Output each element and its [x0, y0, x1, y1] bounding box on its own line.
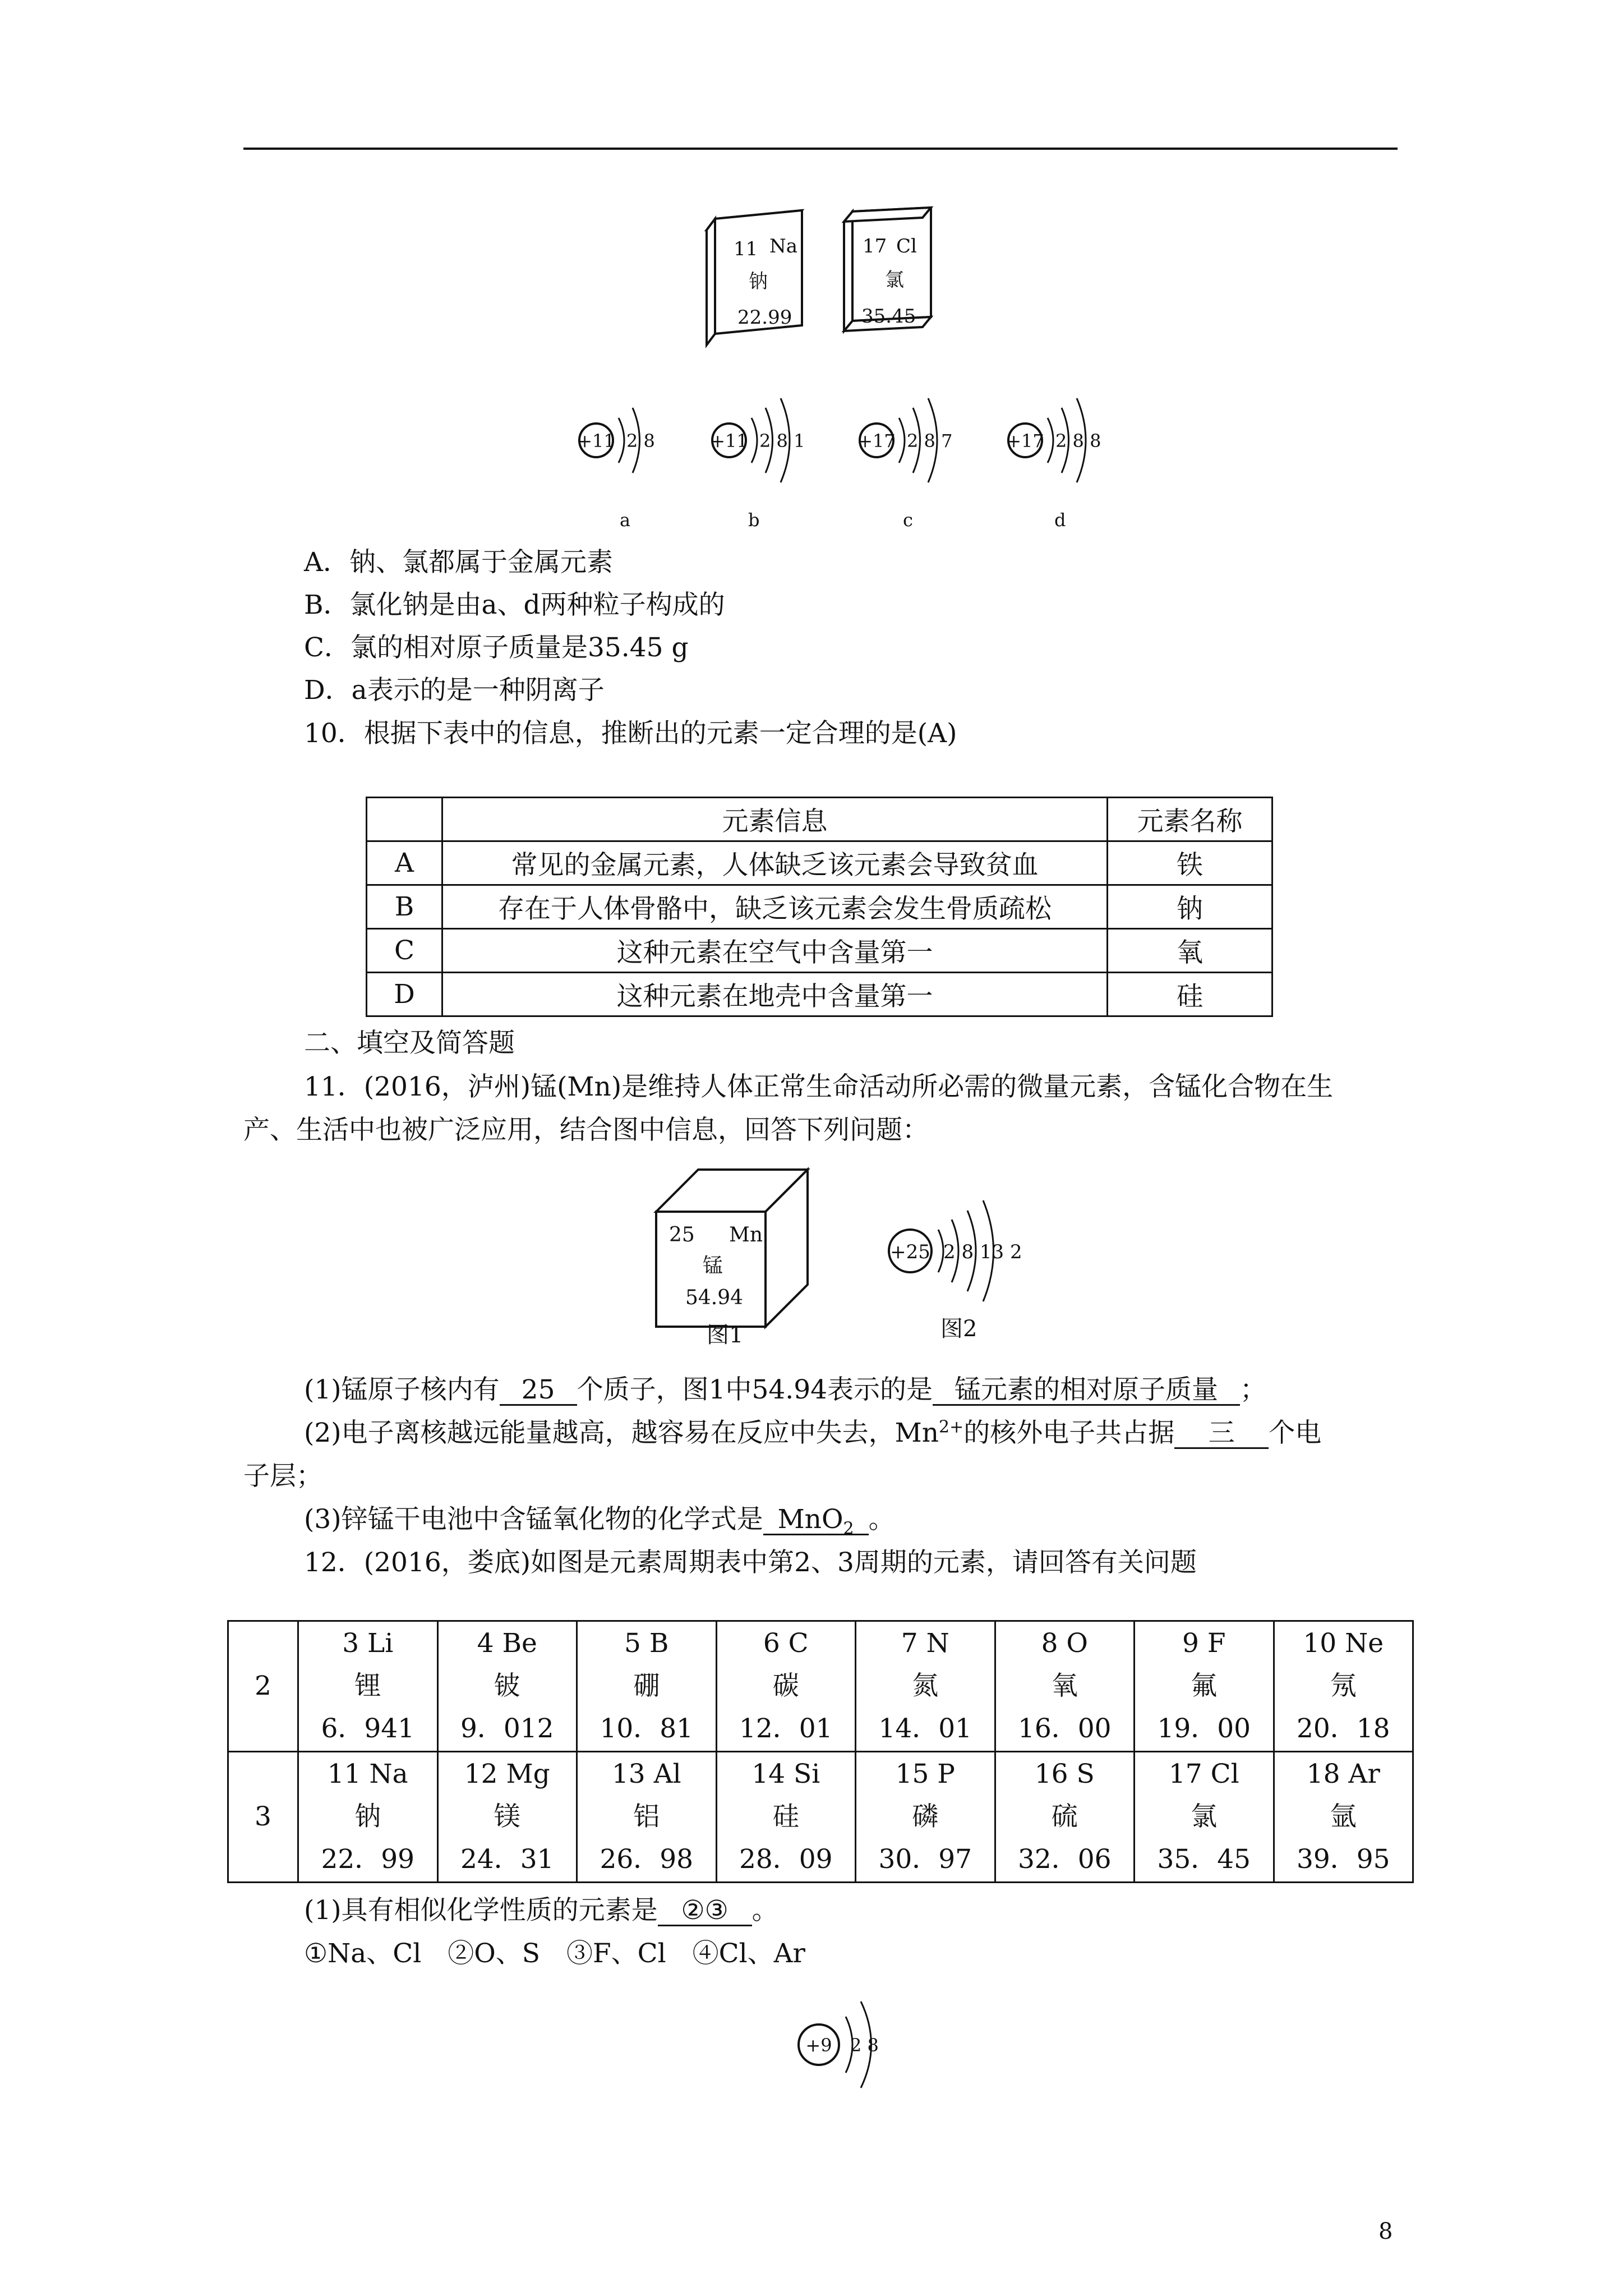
- q11-answer-protons: 25: [500, 1376, 577, 1406]
- q11-sub2-line2: 子层；: [243, 1461, 322, 1492]
- svg-text:Mn: Mn: [729, 1223, 763, 1246]
- q11-sub1: [304, 1374, 1266, 1406]
- element-cell: 17 Cl 氯 35．45: [1135, 1752, 1274, 1883]
- element-cell: 10 Ne 氖 20．18: [1274, 1621, 1413, 1752]
- table-header-cell: 元素名称: [1108, 798, 1272, 841]
- period-label: 2: [228, 1621, 298, 1752]
- q9-option-c: C．氯的相对原子质量是35.45 g: [304, 632, 689, 663]
- table-row: [367, 929, 1272, 973]
- diagram-label-b: b: [748, 509, 760, 530]
- q11-stem-line2: 产、生活中也被广泛应用，结合图中信息，回答下列问题：: [243, 1115, 929, 1145]
- q11-answer-mass-meaning: 锰元素的相对原子质量: [933, 1376, 1240, 1406]
- atom-diagram-d: [1004, 373, 1127, 530]
- table-cell: 钠: [1108, 885, 1272, 929]
- element-card-na: [707, 210, 802, 345]
- svg-text:2 8: 2 8: [850, 2035, 879, 2056]
- table-cell: 这种元素在地壳中含量第一: [442, 973, 1108, 1016]
- svg-text:2 8 1: 2 8 1: [759, 430, 805, 452]
- q12-answer: ②③: [658, 1897, 752, 1926]
- q11-sub3: [304, 1504, 895, 1539]
- element-cell: 14 Si 硅 28．09: [716, 1752, 856, 1883]
- q11-sub2-text-a: (2)电子离核越远能量越高，越容易在反应中失去，Mn: [304, 1418, 939, 1448]
- element-cell: 13 Al 铝 26．98: [577, 1752, 717, 1883]
- svg-text:11: 11: [734, 238, 758, 260]
- element-cell: 8 O 氧 16．00: [995, 1621, 1135, 1752]
- element-cell: 6 C 碳 12．01: [716, 1621, 856, 1752]
- svg-text:+25: +25: [890, 1241, 930, 1263]
- q11-sub2: [304, 1418, 1321, 1449]
- svg-text:+11: +11: [710, 430, 748, 452]
- q11-stem-line1: 11．(2016，泸州)锰(Mn)是维持人体正常生命活动所必需的微量元素，含锰化合物在生: [304, 1071, 1334, 1102]
- diagram-label-a: a: [620, 509, 631, 530]
- section-heading: 二、填空及简答题: [304, 1028, 515, 1059]
- table-row: [228, 1621, 1413, 1752]
- mn-element-card: [651, 1158, 813, 1338]
- svg-text:17: 17: [863, 235, 887, 257]
- table-cell: D: [367, 973, 442, 1016]
- svg-text:Cl: Cl: [896, 235, 917, 257]
- table-cell: 常见的金属元素，人体缺乏该元素会导致贫血: [442, 841, 1108, 885]
- table-row: [367, 885, 1272, 929]
- page-number: 8: [1378, 2219, 1393, 2244]
- element-cell: 18 Ar 氩 39．95: [1274, 1752, 1413, 1883]
- element-cell: 9 F 氟 19．00: [1135, 1621, 1274, 1752]
- atom-diagram-b: [708, 373, 831, 530]
- table-cell: 硅: [1108, 973, 1272, 1016]
- svg-text:54.94: 54.94: [685, 1286, 744, 1309]
- table-cell: B: [367, 885, 442, 929]
- fluorine-atom-diagram: [785, 1986, 920, 2120]
- q10-table-header: [367, 798, 1272, 841]
- q11-sub1-text-b: 个质子，图1中54.94表示的是: [577, 1374, 933, 1405]
- fig1-label: 图1: [707, 1322, 744, 1348]
- element-cell: 5 B 硼 10．81: [577, 1621, 717, 1752]
- fig2-label: 图2: [940, 1316, 978, 1341]
- q11-sub2-text-c: 个电: [1269, 1418, 1322, 1448]
- diagram-label-c: c: [903, 509, 913, 530]
- table-cell: A: [367, 841, 442, 885]
- table-row: [367, 973, 1272, 1016]
- svg-text:Na: Na: [769, 235, 798, 257]
- mn-atom-diagram: [883, 1184, 1063, 1341]
- atom-diagram-c: [855, 373, 979, 530]
- svg-text:22.99: 22.99: [737, 306, 792, 329]
- q12-sub1-text-a: (1)具有相似化学性质的元素是: [304, 1895, 658, 1926]
- q12-sub1-text-c: 。: [751, 1895, 778, 1926]
- svg-text:25: 25: [669, 1223, 695, 1246]
- periodic-table: [227, 1620, 1414, 1883]
- period-label: 3: [228, 1752, 298, 1883]
- q10-stem: 10．根据下表中的信息，推断出的元素一定合理的是(A): [304, 718, 957, 749]
- svg-text:氯: 氯: [885, 269, 904, 291]
- table-header-cell: 元素信息: [442, 798, 1108, 841]
- q10-table: [366, 797, 1273, 1017]
- svg-text:+17: +17: [1006, 430, 1044, 452]
- q9-option-b: B．氯化钠是由a、d两种粒子构成的: [304, 590, 725, 620]
- q11-sub3-text-a: (3)锌锰干电池中含锰氧化物的化学式是: [304, 1504, 763, 1535]
- svg-text:+9: +9: [805, 2035, 832, 2056]
- q12-sub1: [304, 1895, 778, 1926]
- svg-text:35.45: 35.45: [861, 305, 916, 328]
- q9-option-d: D．a表示的是一种阴离子: [304, 675, 605, 706]
- element-cell: 11 Na 钠 22．99: [298, 1752, 438, 1883]
- q12-choices: ①Na、Cl ②O、S ③F、Cl ④Cl、Ar: [304, 1938, 806, 1969]
- table-row: [367, 841, 1272, 885]
- element-cards-na-cl: [695, 205, 942, 351]
- svg-text:锰: 锰: [703, 1254, 723, 1277]
- table-cell: 这种元素在空气中含量第一: [442, 929, 1108, 973]
- table-cell: 铁: [1108, 841, 1272, 885]
- header-rule: [243, 148, 1398, 150]
- q11-sub3-text-c: 。: [868, 1504, 895, 1535]
- q11-sub1-text-a: (1)锰原子核内有: [304, 1374, 500, 1405]
- svg-text:2 8: 2 8: [626, 430, 655, 452]
- table-row: [228, 1752, 1413, 1883]
- svg-text:+11: +11: [577, 430, 615, 452]
- q11-answer-layers: 三: [1174, 1419, 1269, 1449]
- element-card-cl: [844, 208, 931, 331]
- table-cell: C: [367, 929, 442, 973]
- svg-text:钠: 钠: [749, 270, 768, 293]
- svg-text:+17: +17: [857, 430, 896, 452]
- q11-sub1-text-c: ；: [1240, 1374, 1267, 1405]
- svg-text:2 8 7: 2 8 7: [907, 430, 953, 452]
- table-header-cell: [367, 798, 442, 841]
- svg-text:2 8 13 2: 2 8 13 2: [943, 1241, 1022, 1263]
- table-cell: 氧: [1108, 929, 1272, 973]
- element-cell: 4 Be 铍 9．012: [437, 1621, 577, 1752]
- svg-text:2 8 8: 2 8 8: [1055, 430, 1101, 452]
- element-cell: 16 S 硫 32．06: [995, 1752, 1135, 1883]
- atom-diagram-a: [575, 373, 687, 530]
- q9-option-a: A．钠、氯都属于金属元素: [304, 547, 613, 578]
- q11-answer-formula: MnO$_2$: [763, 1506, 869, 1535]
- element-cell: 12 Mg 镁 24．31: [437, 1752, 577, 1883]
- table-cell: 存在于人体骨骼中，缺乏该元素会发生骨质疏松: [442, 885, 1108, 929]
- element-cell: 15 P 磷 30．97: [856, 1752, 995, 1883]
- diagram-label-d: d: [1054, 509, 1066, 530]
- element-cell: 7 N 氮 14．01: [856, 1621, 995, 1752]
- q12-stem: 12．(2016，娄底)如图是元素周期表中第2、3周期的元素，请回答有关问题: [304, 1547, 1197, 1578]
- element-cell: 3 Li 锂 6．941: [298, 1621, 438, 1752]
- q11-sub2-sup: 2+: [938, 1417, 964, 1437]
- q11-sub2-text-b: 的核外电子共占据: [963, 1418, 1175, 1448]
